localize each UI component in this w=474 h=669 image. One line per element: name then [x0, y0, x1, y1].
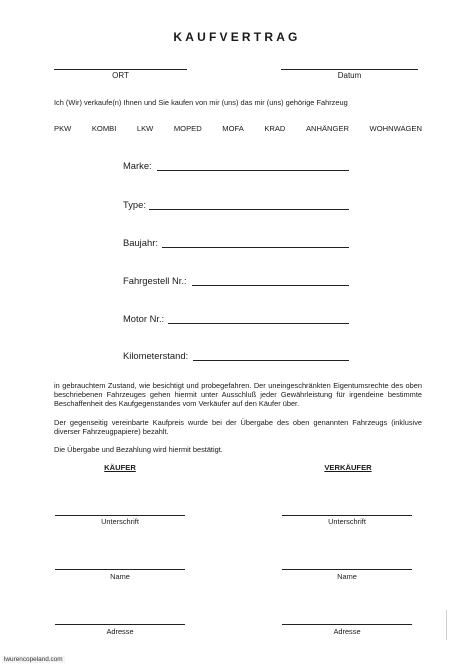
seller-signature-label: Unterschrift — [328, 517, 366, 526]
field-line-marke[interactable] — [157, 170, 349, 171]
seller-heading: VERKÄUFER — [324, 463, 372, 472]
field-label-type: Type: — [123, 199, 146, 210]
vehicle-type-kombi: KOMBI — [91, 124, 117, 133]
buyer-name-label: Name — [110, 572, 130, 581]
field-label-fahrgestell: Fahrgestell Nr.: — [123, 275, 187, 286]
field-line-motor[interactable] — [168, 323, 349, 324]
vehicle-type-krad: KRAD — [264, 124, 286, 133]
intro-text: Ich (Wir) verkaufe(n) Ihnen und Sie kaufen von mir (uns) das mir (uns) gehörige Fahrzeug — [54, 98, 348, 107]
field-label-marke: Marke: — [123, 160, 152, 171]
seller-name-label: Name — [337, 572, 357, 581]
buyer-address-line[interactable] — [55, 624, 185, 625]
buyer-heading: KÄUFER — [104, 463, 136, 472]
place-line — [54, 69, 187, 70]
seller-address-label: Adresse — [333, 627, 361, 636]
field-line-kilometerstand[interactable] — [193, 360, 349, 361]
field-label-kilometerstand: Kilometerstand: — [123, 350, 189, 361]
buyer-signature-label: Unterschrift — [101, 517, 139, 526]
field-line-type[interactable] — [149, 209, 349, 210]
seller-address-line[interactable] — [282, 624, 412, 625]
field-line-fahrgestell[interactable] — [192, 285, 349, 286]
paragraph-confirmation: Die Übergabe und Bezahlung wird hiermit bestätigt. — [54, 445, 223, 454]
field-label-motor: Motor Nr.: — [123, 313, 165, 324]
vehicle-type-anhaenger: ANHÄNGER — [305, 124, 349, 133]
vehicle-type-lkw: LKW — [136, 124, 154, 133]
seller-name-line[interactable] — [282, 569, 412, 570]
buyer-address-label: Adresse — [106, 627, 134, 636]
document-title: KAUFVERTRAG — [173, 30, 301, 44]
paragraph-price: Der gegenseitig vereinbarte Kaufpreis wurde bei der Übergabe des oben genannten Fahrzeugs (inklusive diverser Fahrzeugpapiere) bezahlt. — [54, 418, 422, 437]
vehicle-type-mofa: MOFA — [222, 124, 244, 133]
field-line-baujahr[interactable] — [162, 247, 349, 248]
vehicle-type-moped: MOPED — [173, 124, 202, 133]
date-label: Datum — [337, 71, 362, 80]
date-line — [281, 69, 418, 70]
vehicle-type-pkw: PKW — [54, 124, 72, 133]
scan-edge-mark — [446, 610, 447, 640]
vehicle-type-wohnwagen: WOHNWAGEN — [369, 124, 422, 133]
seller-signature-line[interactable] — [282, 515, 412, 516]
vehicle-type-list — [54, 124, 422, 133]
field-label-baujahr: Baujahr: — [123, 237, 158, 248]
watermark-text: lwurencopeland.com — [4, 656, 63, 663]
paragraph-condition: in gebrauchtem Zustand, wie besichtigt und probegefahren. Der uneingeschränkten Eigentumsrechte des oben beschriebenen Fahrzeuges gehen hiermit unter Ausschluß jeder Gewährleistung für irgendeine bestimmte Beschaffenheit des Kaufgegenstandes vom Verkäufer auf den Käufer über. — [54, 381, 422, 409]
buyer-signature-line[interactable] — [55, 515, 185, 516]
place-label: ORT — [112, 71, 129, 80]
buyer-name-line[interactable] — [55, 569, 185, 570]
